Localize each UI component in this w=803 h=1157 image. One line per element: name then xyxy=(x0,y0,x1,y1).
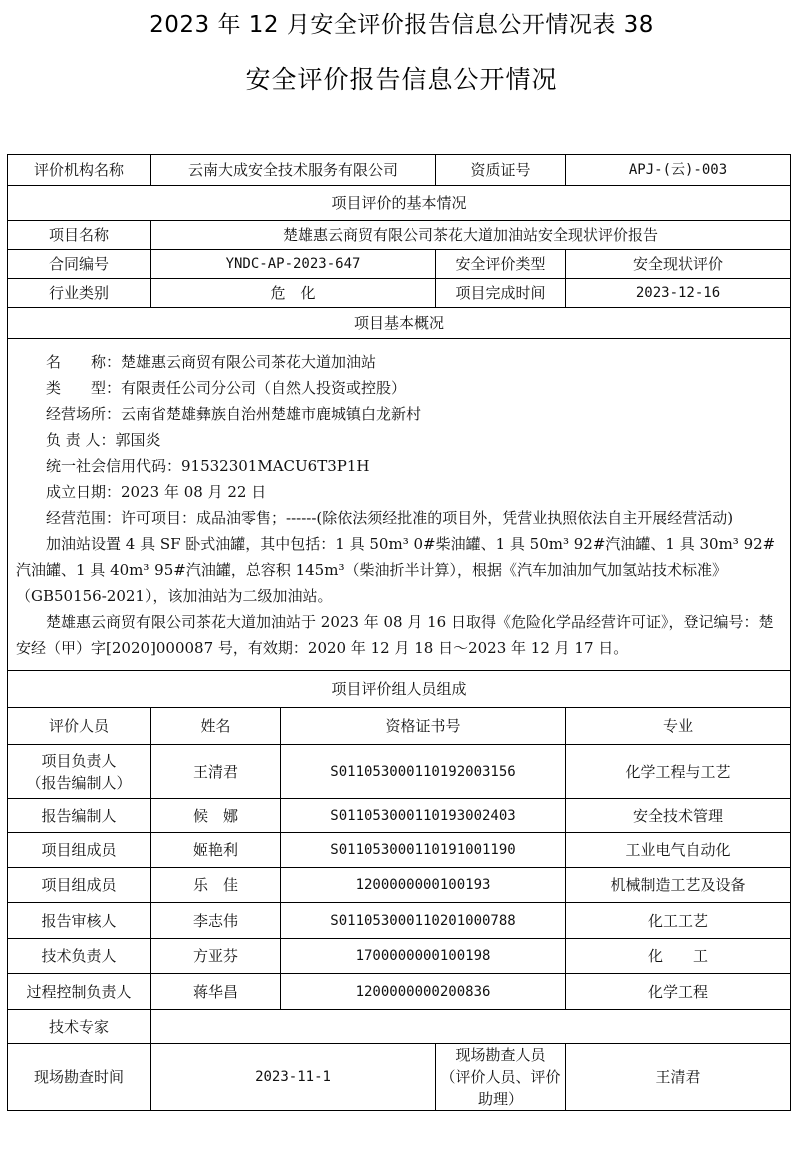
col-cert-header: 资格证书号 xyxy=(281,708,566,745)
overview-founded-line: 成立日期：2023 年 08 月 22 日 xyxy=(46,482,267,501)
name-cell: 候 娜 xyxy=(151,799,281,833)
org-row xyxy=(8,155,791,186)
role-cell: 技术负责人 xyxy=(8,939,151,974)
role-cell: 项目组成员 xyxy=(8,833,151,868)
major-cell: 工业电气自动化 xyxy=(566,833,791,868)
overview-type-line: 类 型：有限责任公司分公司（自然人投资或控股） xyxy=(46,378,407,397)
table-row xyxy=(8,799,791,833)
name-cell: 乐 佳 xyxy=(151,868,281,903)
document-subtitle: 安全评价报告信息公开情况 xyxy=(245,65,558,94)
name-cell: 王清君 xyxy=(151,745,281,799)
survey-row xyxy=(8,1044,791,1111)
cert-cell: S011053000110191001190 xyxy=(281,833,566,868)
major-cell: 机械制造工艺及设备 xyxy=(566,868,791,903)
overview-body xyxy=(8,339,791,671)
role-cell: 报告编制人 xyxy=(8,799,151,833)
section-basic-title: 项目评价的基本情况 xyxy=(8,186,791,221)
col-name-header: 姓名 xyxy=(151,708,281,745)
section-team-title: 项目评价组人员组成 xyxy=(8,671,791,708)
cert-cell: 1200000000200836 xyxy=(281,974,566,1010)
cert-cell: S011053000110201000788 xyxy=(281,903,566,939)
survey-staff-value: 王清君 xyxy=(566,1044,791,1111)
org-value: 云南大成安全技术服务有限公司 xyxy=(151,155,436,186)
name-cell: 蒋华昌 xyxy=(151,974,281,1010)
col-major-header: 专业 xyxy=(566,708,791,745)
contract-label: 合同编号 xyxy=(8,250,151,279)
expert-row xyxy=(8,1010,791,1044)
role-cell: 报告审核人 xyxy=(8,903,151,939)
project-name-value: 楚雄惠云商贸有限公司茶花大道加油站安全现状评价报告 xyxy=(151,221,791,250)
expert-value xyxy=(151,1010,791,1044)
overview-name-line: 名 称：楚雄惠云商贸有限公司茶花大道加油站 xyxy=(46,352,377,371)
cert-cell: 1200000000100193 xyxy=(281,868,566,903)
name-cell: 李志伟 xyxy=(151,903,281,939)
major-cell: 化工工艺 xyxy=(566,903,791,939)
cert-cell: 1700000000100198 xyxy=(281,939,566,974)
contract-value: YNDC-AP-2023-647 xyxy=(151,250,436,279)
complete-label: 项目完成时间 xyxy=(436,279,566,308)
name-cell: 方亚芬 xyxy=(151,939,281,974)
role-cell: 项目组成员 xyxy=(8,868,151,903)
table-row xyxy=(8,868,791,903)
industry-label: 行业类别 xyxy=(8,279,151,308)
disclosure-table xyxy=(7,154,791,1111)
overview-person-line: 负 责 人：郭国炎 xyxy=(46,430,161,449)
role-cell: 项目负责人 （报告编制人） xyxy=(8,745,151,799)
org-label: 评价机构名称 xyxy=(8,155,151,186)
expert-label: 技术专家 xyxy=(8,1010,151,1044)
cert-cell: S011053000110193002403 xyxy=(281,799,566,833)
project-name-label: 项目名称 xyxy=(8,221,151,250)
table-row xyxy=(8,974,791,1010)
cert-label: 资质证号 xyxy=(436,155,566,186)
major-cell: 化学工程与工艺 xyxy=(566,745,791,799)
overview-credit-code-line: 统一社会信用代码：91532301MACU6T3P1H xyxy=(46,456,370,475)
table-row xyxy=(8,745,791,799)
table-row xyxy=(8,833,791,868)
eval-type-value: 安全现状评价 xyxy=(566,250,791,279)
overview-tanks-paragraph: 加油站设置 4 具 SF 卧式油罐，其中包括：1 具 50m³ 0#柴油罐、1 具 50m³ 92#汽油罐、1 具 30m³ 92#汽油罐、1 具 40m³ 95#汽油罐，总容积 145m³（柴油折半计算），根据《汽车加油加气加氢站技术标准》（GB50156-2021），该加油站为二级加油站。 xyxy=(16,534,776,605)
major-cell: 化学工程 xyxy=(566,974,791,1010)
name-cell: 姬艳利 xyxy=(151,833,281,868)
complete-value: 2023-12-16 xyxy=(566,279,791,308)
document-title: 2023 年 12 月安全评价报告信息公开情况表 38 xyxy=(149,12,654,38)
major-cell: 安全技术管理 xyxy=(566,799,791,833)
survey-time-label: 现场勘查时间 xyxy=(8,1044,151,1111)
survey-time-value: 2023-11-1 xyxy=(151,1044,436,1111)
survey-staff-label: 现场勘查人员 （评价人员、评价助理） xyxy=(436,1044,566,1111)
table-row xyxy=(8,903,791,939)
overview-address-line: 经营场所：云南省楚雄彝族自治州楚雄市鹿城镇白龙新村 xyxy=(46,404,422,423)
overview-scope-line: 经营范围：许可项目：成品油零售；------(除依法须经批准的项目外，凭营业执照依法自主开展经营活动) xyxy=(46,508,734,527)
cert-value: APJ-(云)-003 xyxy=(566,155,791,186)
team-header-row xyxy=(8,708,791,745)
role-cell: 过程控制负责人 xyxy=(8,974,151,1010)
industry-value: 危 化 xyxy=(151,279,436,308)
overview-license-paragraph: 楚雄惠云商贸有限公司茶花大道加油站于 2023 年 08 月 16 日取得《危险化学品经营许可证》，登记编号：楚安经（甲）字[2020]000087 号，有效期：2020 年 12 月 18 日～2023 年 12 月 17 日。 xyxy=(16,612,774,657)
major-cell: 化 工 xyxy=(566,939,791,974)
section-overview-title: 项目基本概况 xyxy=(8,308,791,339)
eval-type-label: 安全评价类型 xyxy=(436,250,566,279)
table-row xyxy=(8,939,791,974)
cert-cell: S011053000110192003156 xyxy=(281,745,566,799)
col-role-header: 评价人员 xyxy=(8,708,151,745)
